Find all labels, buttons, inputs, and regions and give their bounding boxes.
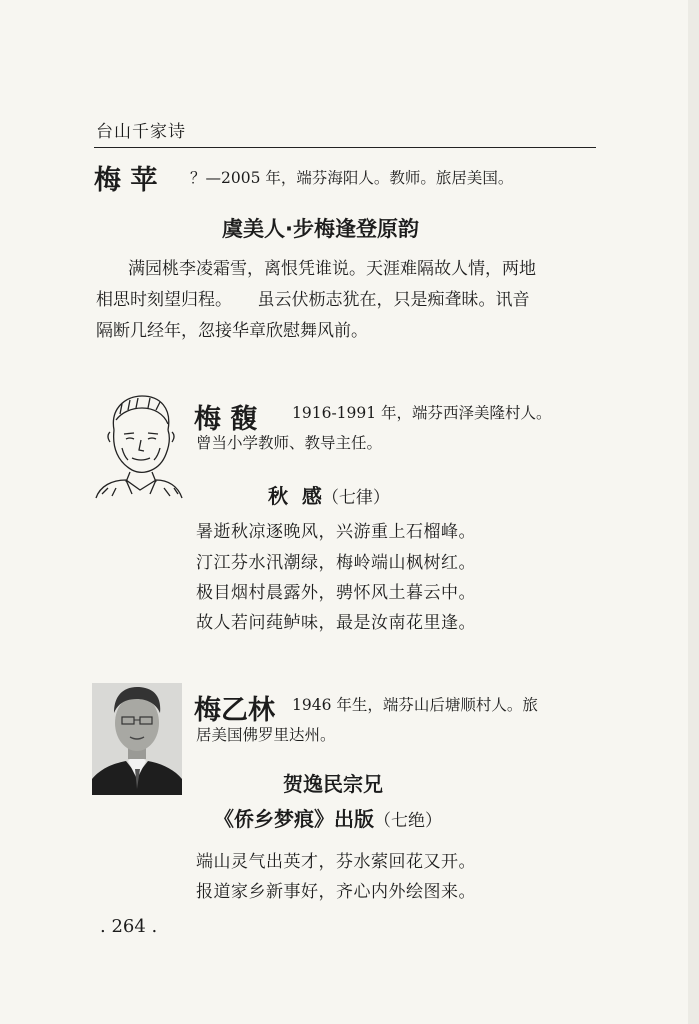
poet-bio-2-line-1: 1916-1991 年，端芬西泽美隆村人。	[292, 404, 552, 422]
poem-text-1-line-3: 隔断几经年，忽接华章欣慰舞风前。	[96, 321, 368, 341]
poet-bio-1: ？—2005 年，端芬海阳人。教师。旅居美国。	[190, 169, 514, 187]
verse-2-line-4: 故人若问莼鲈味，最是汝南花里逢。	[196, 613, 476, 633]
page-number: . 264 .	[100, 916, 158, 937]
verse-2-line-3: 极目烟村晨露外，骋怀风土暮云中。	[196, 583, 476, 603]
verse-3-line-2: 报道家乡新事好，齐心内外绘图来。	[196, 882, 476, 902]
poet-bio-2-line-2: 曾当小学教师、教导主任。	[196, 434, 383, 452]
poem-title-3-line-1: 贺逸民宗兄	[283, 772, 383, 796]
poet-name-3: 梅乙林	[194, 695, 275, 726]
poem-title-3-line-2	[214, 803, 442, 832]
poet-bio-3-line-2: 居美国佛罗里达州。	[196, 726, 336, 744]
poem-text-1-line-1: 满园桃李凌霜雪，离恨凭谁说。天涯难隔故人情，两地	[128, 259, 536, 279]
poem-title-2-text: 秋 感	[268, 484, 322, 508]
verse-3-line-1: 端山灵气出英才，芬水萦回花又开。	[196, 852, 476, 872]
poem-form-3: （七绝）	[374, 811, 442, 831]
poem-title-2	[268, 480, 390, 509]
running-header: 台山千家诗	[96, 122, 186, 142]
verse-2-line-2: 汀江芬水汛潮绿，梅岭端山枫树红。	[196, 553, 476, 573]
poet-name-1: 梅 苹	[94, 165, 158, 196]
poem-title-1: 虞美人·步梅逢登原韵	[222, 217, 419, 241]
poem-form-2: （七律）	[321, 488, 390, 508]
poet-name-2: 梅 馥	[194, 404, 258, 435]
portrait-photo-mei-yilin	[92, 683, 182, 795]
page-edge-shadow	[688, 0, 699, 1024]
poem-title-3-text: 《侨乡梦痕》出版	[214, 807, 374, 831]
poem-text-1-line-2: 相思时刻望归程。 虽云伏枥志犹在，只是痴聋昧。讯音	[96, 290, 530, 310]
poet-bio-3-line-1: 1946 年生，端芬山后塘顺村人。旅	[292, 696, 538, 714]
portrait-sketch-mei-fu	[92, 390, 184, 500]
header-rule	[94, 147, 596, 148]
verse-2-line-1: 暑逝秋凉逐晚风，兴游重上石榴峰。	[196, 522, 476, 542]
